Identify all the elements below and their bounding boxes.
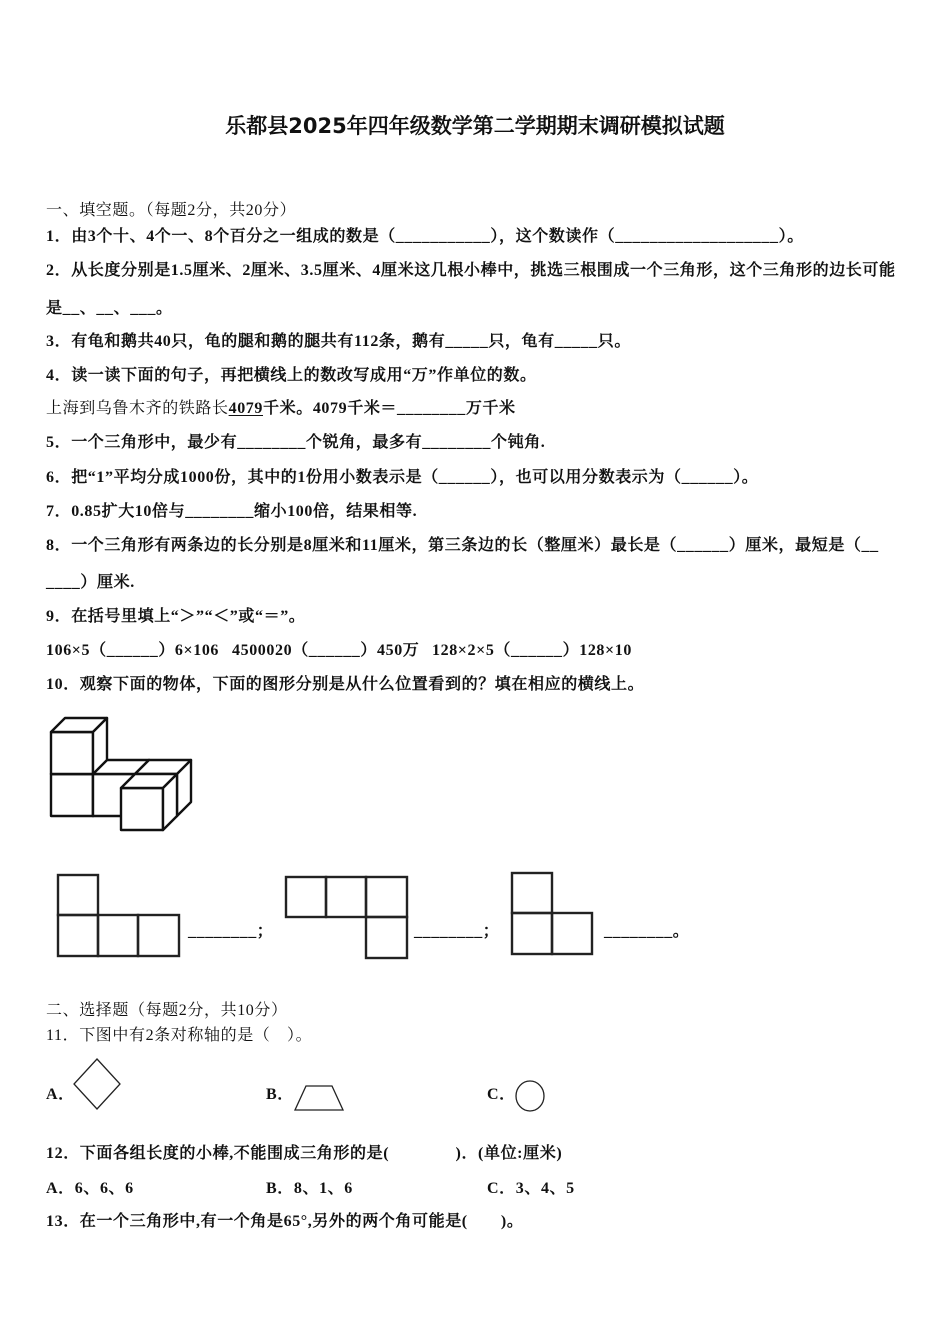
question-2-line-1: 2．从长度分别是1.5厘米、2厘米、3.5厘米、4厘米这几根小棒中，挑选三根围成一个三角形，这个三角形的边长可能 <box>46 262 896 279</box>
sentence-end: 千米。4079千米＝________万千米 <box>263 400 516 417</box>
cube-front-face <box>51 774 93 816</box>
section-2-header: 二、选择题（每题2分，共10分） <box>46 1002 288 1019</box>
view-square <box>58 915 98 956</box>
view-square <box>58 875 98 915</box>
question-8-line-2: ____）厘米. <box>46 574 135 591</box>
trapezoid-icon <box>295 1086 343 1110</box>
exam-title: 乐都县2025年四年级数学第二学期期末调研模拟试题 <box>225 114 725 138</box>
view-3 <box>512 873 592 954</box>
diamond-icon <box>74 1059 120 1109</box>
question-1: 1．由3个十、4个一、8个百分之一组成的数是（___________），这个数读作（___________________）。 <box>46 228 804 245</box>
view-2-blank: ________； <box>414 923 500 940</box>
question-10-prompt: 10．观察下面的物体，下面的图形分别是从什么位置看到的？填在相应的横线上。 <box>46 676 645 693</box>
view-2 <box>286 877 407 958</box>
question-4-prompt: 4．读一读下面的句子，再把横线上的数改写成用“万”作单位的数。 <box>46 367 537 384</box>
question-5: 5．一个三角形中，最少有________个锐角，最多有________个钝角. <box>46 434 546 451</box>
view-square <box>512 913 552 954</box>
view-square <box>366 877 407 917</box>
view-square <box>512 873 552 913</box>
cube <box>121 774 177 830</box>
view-square <box>552 913 592 954</box>
question-13: 13．在一个三角形中,有一个角是65°,另外的两个角可能是( )。 <box>46 1213 524 1230</box>
question-6: 6．把“1”平均分成1000份，其中的1份用小数表示是（______），也可以用分数表示为（______）。 <box>46 469 759 486</box>
question-7: 7．0.85扩大10倍与________缩小100倍，结果相等. <box>46 503 418 520</box>
question-11-prompt: 11．下图中有2条对称轴的是（ ）。 <box>46 1027 313 1044</box>
option-c: C．3、4、5 <box>487 1180 575 1197</box>
view-1-blank: ________； <box>188 923 274 940</box>
option-b: B．8、1、6 <box>266 1180 353 1197</box>
view-square <box>366 917 407 958</box>
option-a-label: A． <box>46 1086 75 1103</box>
view-square <box>138 915 179 956</box>
question-4-sentence <box>46 399 516 419</box>
cube <box>51 718 107 774</box>
option-a: A．6、6、6 <box>46 1180 134 1197</box>
view-square <box>98 915 138 956</box>
question-3: 3．有龟和鹅共40只，龟的腿和鹅的腿共有112条，鹅有_____只，龟有_____只。 <box>46 333 631 350</box>
section-1-header: 一、填空题。（每题2分，共20分） <box>46 202 297 219</box>
question-8-line-1: 8．一个三角形有两条边的长分别是8厘米和11厘米，第三条边的长（整厘米）最长是（______）厘米，最短是（__ <box>46 537 879 554</box>
comparison-item: 106×5（______）6×106 <box>46 642 220 659</box>
view-square <box>286 877 326 917</box>
question-2-line-2: 是__、__、___。 <box>46 300 173 317</box>
option-c-label: C． <box>487 1086 516 1103</box>
comparison-item: 4500020（______）450万 <box>232 642 420 659</box>
sentence-start: 上海到乌鲁木齐的铁路长 <box>46 400 229 417</box>
cube-front-face <box>121 788 163 830</box>
circle-icon <box>516 1081 544 1111</box>
cube-solid-figure <box>51 718 191 830</box>
view-3-blank: ________。 <box>604 923 690 940</box>
cube-front-face <box>51 732 93 774</box>
question-12-prompt: 12．下面各组长度的小棒,不能围成三角形的是( )．(单位:厘米) <box>46 1145 563 1162</box>
option-b-label: B． <box>266 1086 294 1103</box>
view-square <box>326 877 366 917</box>
underlined-number: 4079 <box>228 400 264 417</box>
question-9-prompt: 9．在括号里填上“＞”“＜”或“＝”。 <box>46 608 306 625</box>
view-1 <box>58 875 179 956</box>
comparison-item: 128×2×5（______）128×10 <box>432 642 632 659</box>
